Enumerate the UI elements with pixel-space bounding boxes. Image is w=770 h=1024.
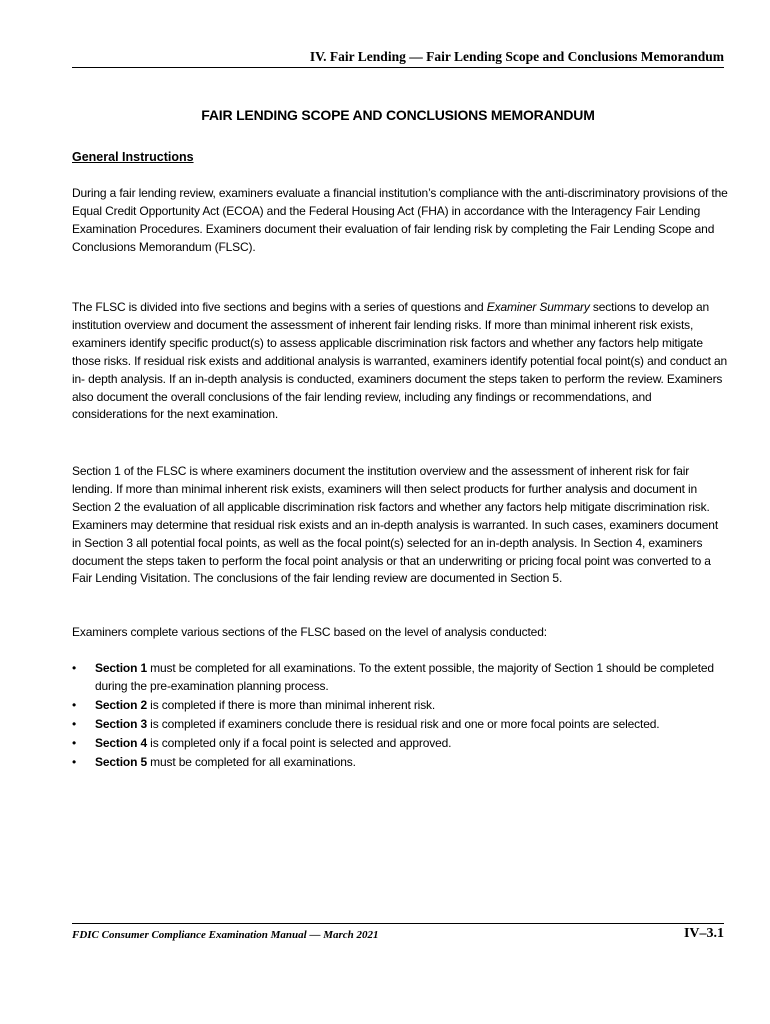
footer-page-number: IV–3.1	[683, 926, 724, 941]
section-requirements-list	[72, 660, 728, 772]
list-item-text: is completed if there is more than minimal inherent risk.	[147, 697, 436, 712]
running-header: IV. Fair Lending — Fair Lending Scope and Conclusions Memorandum	[72, 48, 724, 68]
footer-manual-name: FDIC Consumer Compliance Examination Manual — March 2021	[72, 929, 379, 941]
paragraph-sections-part1: The FLSC is divided into five sections and begins with a series of questions and	[72, 300, 487, 314]
list-item	[72, 735, 728, 753]
section-heading: General Instructions	[72, 150, 194, 164]
bullet-icon: •	[72, 735, 77, 750]
footer-divider	[72, 923, 724, 924]
list-item	[72, 697, 728, 715]
list-item-text: must be completed for all examinations.	[147, 754, 356, 769]
bullet-icon: •	[72, 716, 77, 731]
paragraph-sections-emphasis: Examiner Summary	[486, 300, 590, 314]
list-item-text: must be completed for all examinations. To the extent possible, the majority of Section 1 should be completed during the pre-examination planning process.	[95, 661, 714, 693]
document-title: FAIR LENDING SCOPE AND CONCLUSIONS MEMORANDUM	[201, 107, 595, 123]
paragraph-section-details: Section 1 of the FLSC is where examiners document the institution overview and the assessment of inherent risk for fair lending. If more than minimal inherent risk exists, examiners will then select products for further analysis and document in Section 2 the evaluation of all applicable discrimination risk factors and whether any factors help mitigate discrimination risk. Examiners may determine that residual risk exists and an in-depth analysis is warranted. In such cases, examiners document in Section 3 all potential focal points, as well as the focal point(s) selected for an in-depth analysis. In Section 4, examiners document the steps taken to perform the focal point analysis or that an underwriting or pricing focal point was converted to a Fair Lending Visitation. The conclusions of the fair lending review are documented in Section 5.	[72, 464, 719, 586]
paragraph-overview: During a fair lending review, examiners evaluate a financial institution’s compliance with the anti-discriminatory provisions of the Equal Credit Opportunity Act (ECOA) and the Federal Housing Act (FHA) in accordance with the Interagency Fair Lending Examination Procedures. Examiners document their evaluation of fair lending risk by completing the Fair Lending Scope and Conclusions Memorandum (FLSC).	[72, 186, 728, 254]
list-item-label: Section 4	[95, 735, 147, 750]
bullet-icon: •	[72, 697, 77, 712]
list-item	[72, 716, 728, 734]
list-item	[72, 754, 728, 772]
list-item-label: Section 3	[95, 716, 147, 731]
bullet-icon: •	[72, 661, 77, 675]
paragraph-sections-part2: sections to develop an institution overview and document the assessment of inherent fair lending risks. If more than minimal inherent risk exists, examiners identify specific product(s) to assess applicable discrimination risk factors and whether any factors help mitigate those risks. If residual risk exists and additional analysis is warranted, examiners identify potential focal point(s) and conduct an in- depth analysis. If an in-depth analysis is conducted, examiners document the steps taken to perform the review. Examiners also document the overall conclusions of the fair lending review, including any findings or recommendations, and considerations for the next examination.	[72, 300, 728, 422]
bullet-icon: •	[72, 754, 77, 769]
list-item-label: Section 2	[95, 697, 147, 712]
paragraph-sections	[72, 299, 728, 424]
list-item-label: Section 1	[95, 661, 147, 675]
list-item	[72, 660, 728, 696]
list-item-label: Section 5	[95, 754, 147, 769]
list-item-text: is completed only if a focal point is selected and approved.	[147, 735, 452, 750]
list-item-text: is completed if examiners conclude there is residual risk and one or more focal points are selected.	[147, 716, 660, 731]
paragraph-completion-intro: Examiners complete various sections of the FLSC based on the level of analysis conducted:	[72, 625, 547, 639]
